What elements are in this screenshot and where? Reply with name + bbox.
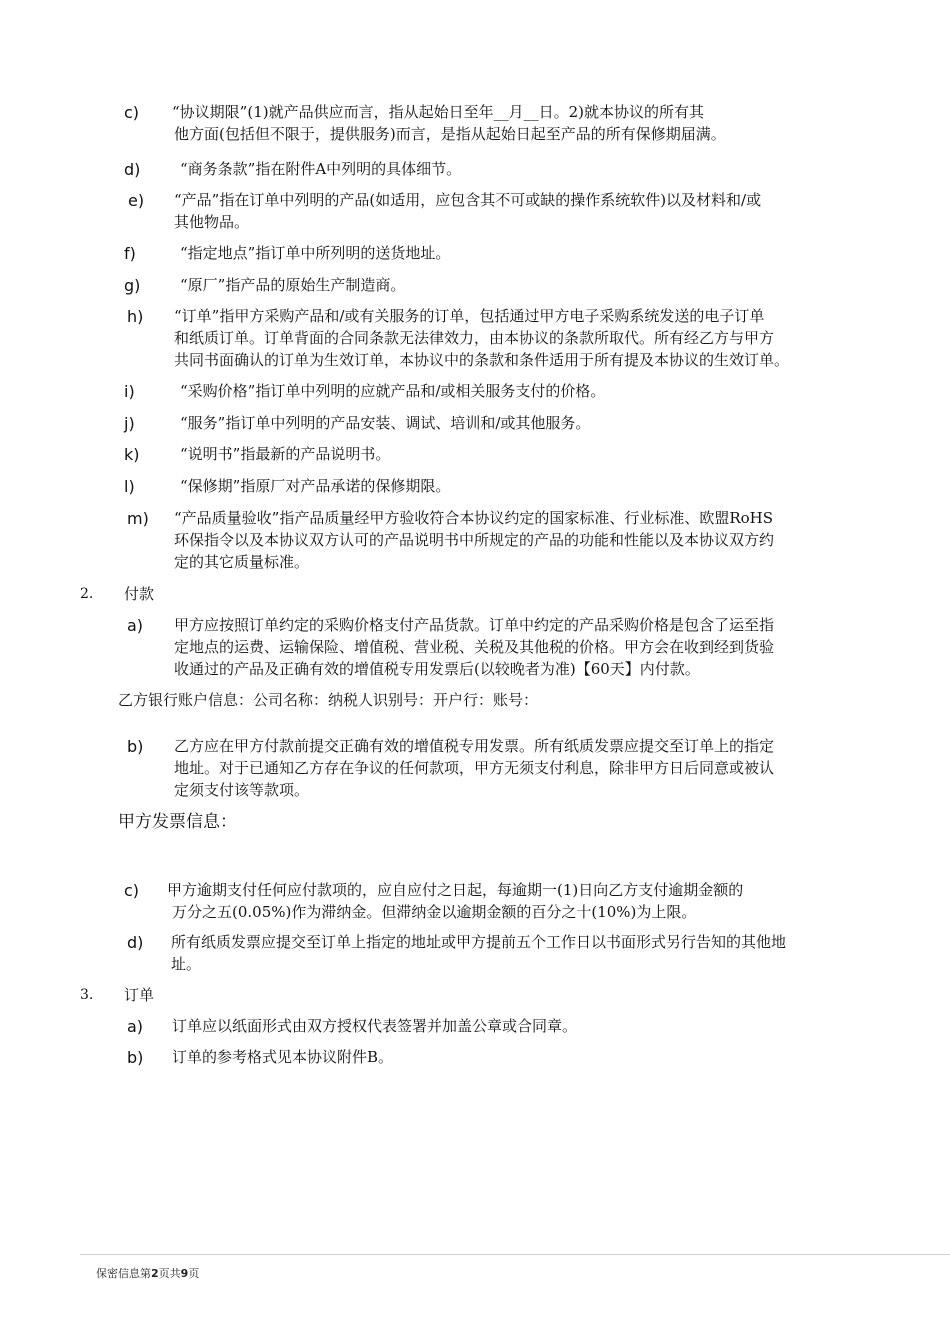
- footer-total-pages: 9: [180, 1267, 189, 1280]
- definition-text: 定的其它质量标准。: [174, 553, 310, 571]
- definition-text: “产品质量验收”指产品质量经甲方验收符合本协议约定的国家标准、行业标准、欧盟RoHS: [174, 509, 774, 527]
- list-label: a): [127, 616, 144, 635]
- footer-divider: [80, 1254, 950, 1255]
- definition-text: “指定地点”指订单中所列明的送货地址。: [180, 244, 451, 262]
- definition-text: 和纸质订单。订单背面的合同条款无法律效力，由本协议的条款所取代。所有经乙方与甲方: [174, 329, 775, 347]
- payment-clause-text: 址。: [171, 955, 202, 973]
- definition-text: “协议期限”(1)就产品供应而言，指从起始日至年__月__日。2)就本协议的所有其: [172, 103, 704, 121]
- order-clause-text: 订单的参考格式见本协议附件B。: [172, 1048, 394, 1066]
- footer-prefix: 保密信息第: [96, 1267, 151, 1280]
- payment-clause-text: 所有纸质发票应提交至订单上指定的地址或甲方提前五个工作日以书面形式另行告知的其他地: [171, 933, 787, 951]
- definition-text: “说明书”指最新的产品说明书。: [180, 445, 391, 463]
- section-number: 2.: [80, 586, 94, 602]
- definition-text: “产品”指在订单中列明的产品(如适用，应包含其不可或缺的操作系统软件)以及材料和/或: [174, 191, 762, 209]
- definition-text: 环保指令以及本协议双方认可的产品说明书中所规定的产品的功能和性能以及本协议双方约: [174, 531, 775, 549]
- list-label: i): [124, 382, 135, 401]
- section-title: 订单: [124, 986, 155, 1004]
- payment-clause-text: 甲方逾期支付任何应付款项的，应自应付之日起，每逾期一(1)日向乙方支付逾期金额的: [167, 881, 744, 899]
- list-label: c): [124, 881, 140, 900]
- definition-text: “采购价格”指订单中列明的应就产品和/或相关服务支付的价格。: [180, 382, 606, 400]
- definition-text: “商务条款”指在附件A中列明的具体细节。: [180, 160, 462, 178]
- list-label: b): [127, 737, 144, 756]
- definition-text: “服务”指订单中列明的产品安装、调试、培训和/或其他服务。: [180, 414, 591, 432]
- list-label: k): [124, 445, 140, 464]
- definition-text: “保修期”指原厂对产品承诺的保修期限。: [180, 477, 451, 495]
- invoice-info-heading: 甲方发票信息：: [118, 812, 237, 832]
- list-label: l): [124, 477, 135, 496]
- list-label: a): [127, 1017, 144, 1036]
- section-title: 付款: [124, 585, 155, 603]
- section-number: 3.: [80, 987, 94, 1003]
- definition-text: “原厂”指产品的原始生产制造商。: [180, 276, 406, 294]
- definition-text: “订单”指甲方采购产品和/或有关服务的订单，包括通过甲方电子采购系统发送的电子订单: [174, 307, 765, 325]
- footer-middle: 页共: [158, 1267, 181, 1280]
- payment-clause-text: 乙方应在甲方付款前提交正确有效的增值税专用发票。所有纸质发票应提交至订单上的指定: [174, 737, 775, 755]
- list-label: j): [124, 414, 135, 433]
- payment-clause-text: 地址。对于已通知乙方存在争议的任何款项，甲方无须支付利息，除非甲方日后同意或被认: [174, 759, 775, 777]
- list-label: d): [127, 933, 144, 952]
- list-label: e): [128, 191, 145, 210]
- definition-text: 其他物品。: [174, 213, 250, 231]
- payment-clause-text: 定地点的运费、运输保险、增值税、营业税、关税及其他税的价格。甲方会在收到经到货验: [174, 638, 775, 656]
- payment-clause-text: 万分之五(0.05%)作为滞纳金。但滞纳金以逾期金额的百分之十(10%)为上限。: [172, 903, 697, 921]
- list-label: h): [127, 307, 144, 326]
- list-label: m): [127, 509, 149, 528]
- footer-page-number: 2: [151, 1267, 159, 1280]
- list-label: c): [124, 103, 140, 122]
- definition-text: 他方面(包括但不限于，提供服务)而言，是指从起始日起至产品的所有保修期届满。: [174, 125, 726, 143]
- payment-clause-text: 收通过的产品及正确有效的增值税专用发票后(以较晚者为准)【60天】内付款。: [174, 660, 700, 678]
- payment-clause-text: 定须支付该等款项。: [174, 781, 310, 799]
- payment-clause-text: 甲方应按照订单约定的采购价格支付产品货款。订单中约定的产品采购价格是包含了运至指: [174, 616, 775, 634]
- list-label: d): [124, 160, 141, 179]
- definition-text: 共同书面确认的订单为生效订单，本协议中的条款和条件适用于所有提及本协议的生效订单。: [174, 351, 790, 369]
- footer-suffix: 页: [188, 1267, 200, 1280]
- list-label: b): [127, 1048, 144, 1067]
- list-label: g): [124, 276, 141, 295]
- bank-account-info: 乙方银行账户信息：公司名称：纳税人识别号：开户行：账号：: [118, 691, 539, 709]
- order-clause-text: 订单应以纸面形式由双方授权代表签署并加盖公章或合同章。: [172, 1017, 578, 1035]
- page-footer: [96, 1267, 199, 1281]
- list-label: f): [124, 244, 136, 263]
